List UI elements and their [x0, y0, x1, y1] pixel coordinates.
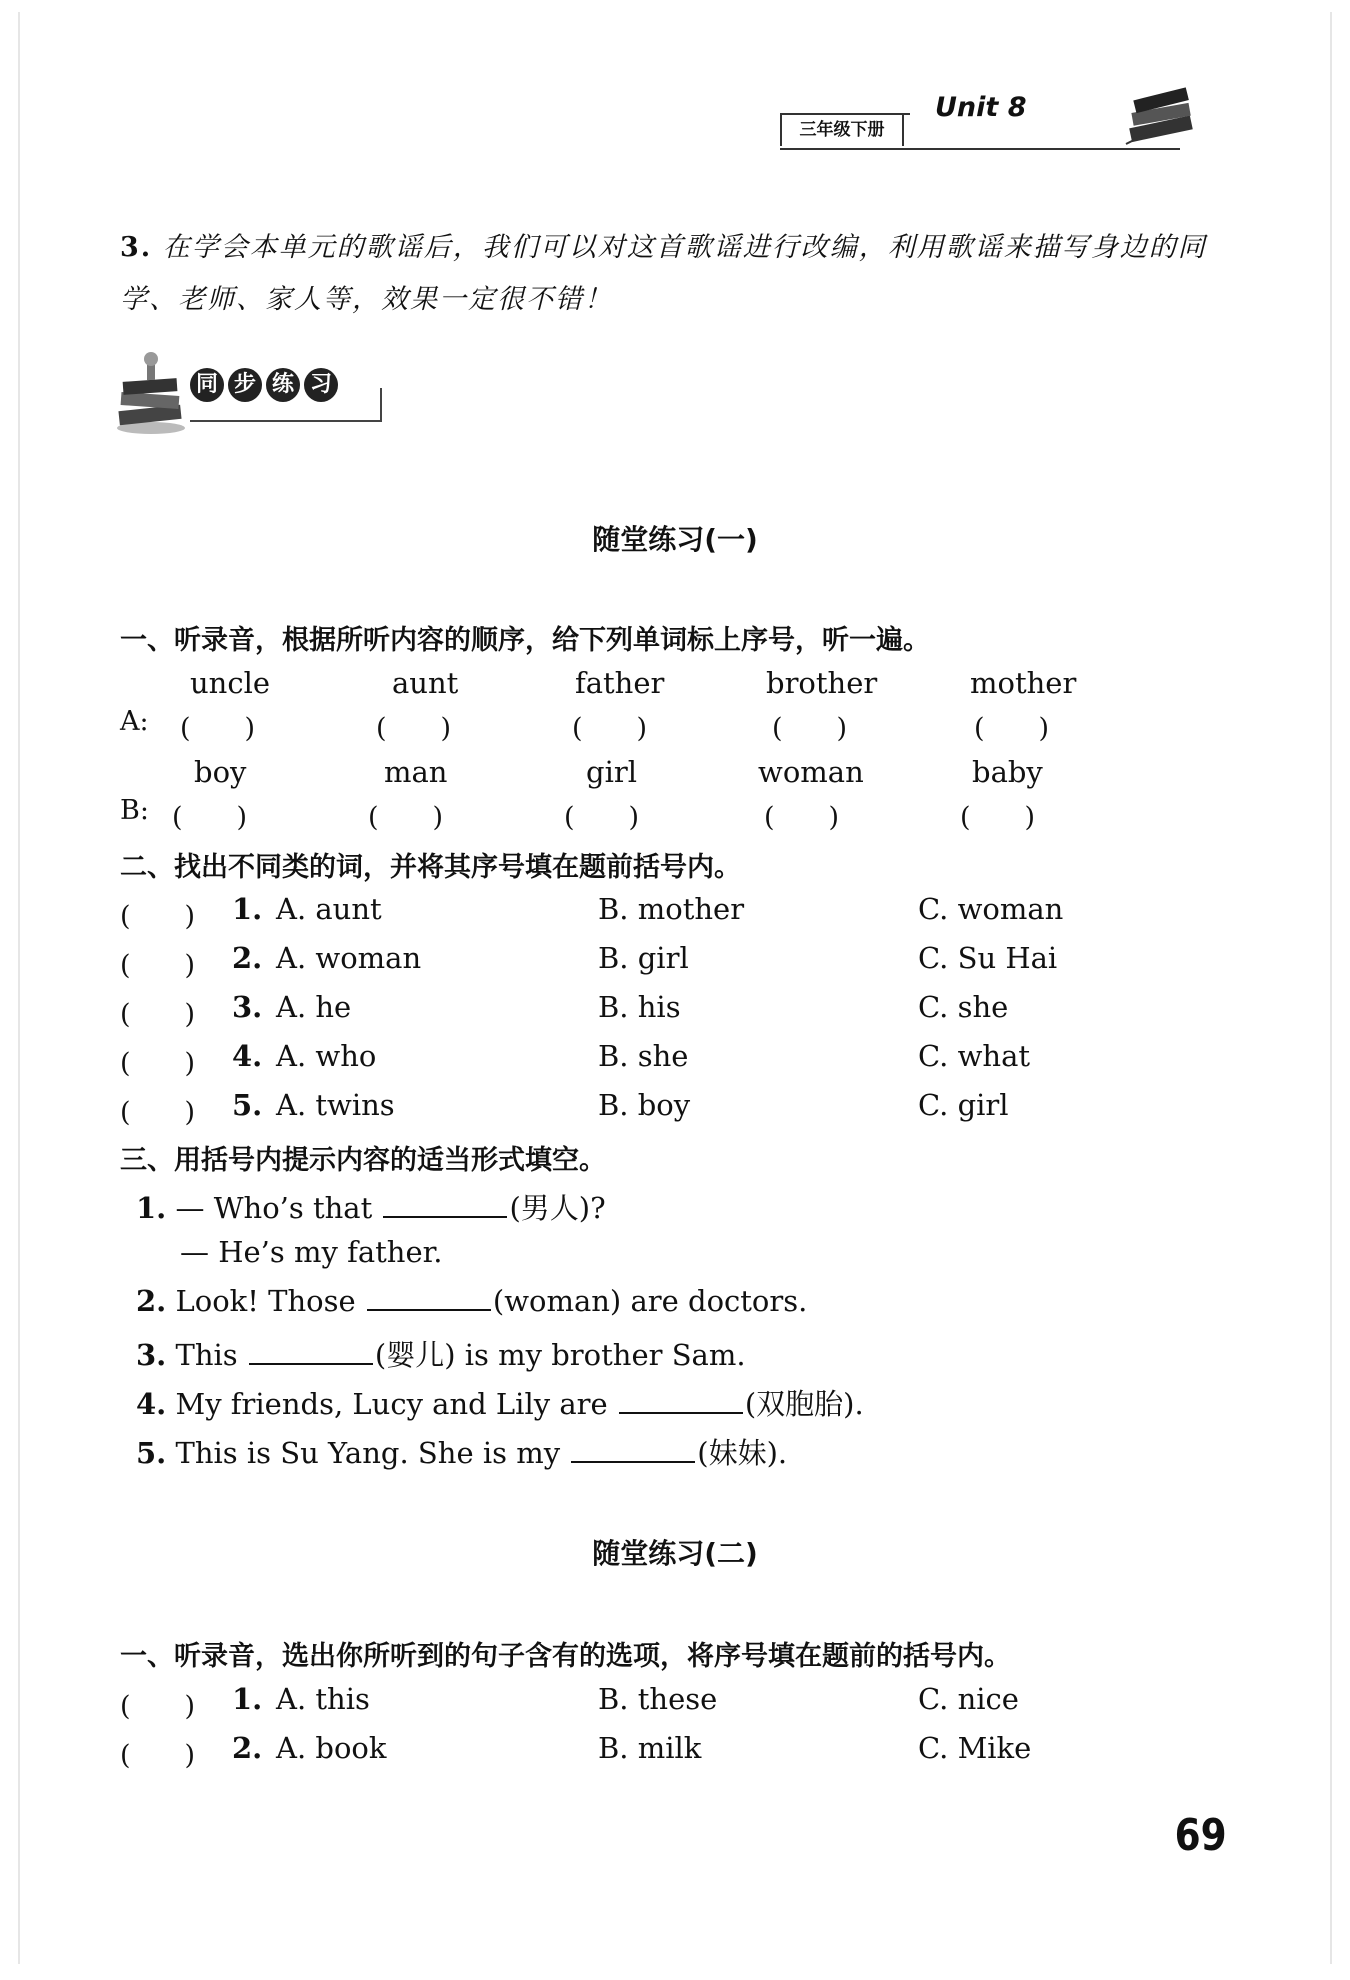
unit-title: Unit 8 [935, 92, 1027, 123]
practice1-title: 随堂练习(一) [592, 523, 758, 556]
word-item: boy [194, 755, 247, 789]
word-item: woman [758, 755, 864, 789]
banner-char: 步 [228, 368, 262, 402]
answer-blank[interactable]: ( ) [368, 802, 444, 833]
item-number: 4. [136, 1387, 167, 1421]
item-text-post: (妹妹). [697, 1436, 788, 1470]
option-b: B. his [598, 990, 681, 1024]
option-a: A. woman [276, 941, 422, 975]
item-text-pre: — He’s my father. [180, 1235, 443, 1269]
answer-blank[interactable]: ( ) [764, 802, 840, 833]
banner-underline [190, 420, 382, 422]
books-icon [1120, 82, 1200, 152]
item-number: 3. [136, 1338, 167, 1372]
practice1-part3-heading: 三、用括号内提示内容的适当形式填空。 [120, 1145, 606, 1176]
books-lamp-icon [113, 350, 193, 435]
word-item: mother [970, 666, 1077, 700]
fill-blank[interactable] [571, 1461, 695, 1463]
option-c: C. nice [918, 1682, 1019, 1716]
option-b: B. she [598, 1039, 689, 1073]
answer-blank[interactable]: ( ) [376, 713, 452, 744]
item-number: 3. [232, 990, 263, 1024]
answer-blank[interactable]: ( ) [120, 950, 196, 981]
list-item [180, 1235, 443, 1269]
answer-blank[interactable]: ( ) [120, 1740, 196, 1771]
item-text-pre: This [175, 1338, 238, 1372]
practice-banner-title [190, 368, 338, 402]
option-b: B. milk [598, 1731, 702, 1765]
fill-blank[interactable] [249, 1363, 373, 1365]
item-number: 5. [232, 1088, 263, 1122]
item-text-post: (双胞胎). [744, 1387, 864, 1421]
option-b: B. boy [598, 1088, 691, 1122]
practice2-part1-heading: 一、听录音，选出你所听到的句子含有的选项，将序号填在题前的括号内。 [120, 1641, 1011, 1672]
banner-sideline [380, 388, 382, 420]
practice1-part2-heading: 二、找出不同类的词，并将其序号填在题前括号内。 [120, 852, 741, 883]
intro-paragraph [120, 222, 1210, 326]
option-a: A. who [276, 1039, 377, 1073]
answer-blank[interactable]: ( ) [974, 713, 1050, 744]
answer-blank[interactable]: ( ) [120, 901, 196, 932]
option-c: C. Su Hai [918, 941, 1058, 975]
option-b: B. mother [598, 892, 745, 926]
fill-blank[interactable] [383, 1216, 507, 1218]
option-a: A. he [276, 990, 352, 1024]
item-text-post: (男人)? [509, 1191, 606, 1225]
option-b: B. these [598, 1682, 718, 1716]
word-item: man [384, 755, 448, 789]
page-number: 69 [1174, 1810, 1227, 1861]
option-a: A. this [276, 1682, 370, 1716]
row-label: A: [120, 706, 149, 737]
intro-number: 3. [120, 232, 153, 263]
practice2-title: 随堂练习(二) [592, 1537, 758, 1570]
answer-blank[interactable]: ( ) [120, 999, 196, 1030]
list-item [136, 1284, 807, 1318]
item-number: 2. [232, 1731, 263, 1765]
item-text-pre: Look! Those [175, 1284, 356, 1318]
option-c: C. what [918, 1039, 1031, 1073]
item-number: 1. [232, 1682, 263, 1716]
item-text-pre: — Who’s that [175, 1191, 373, 1225]
banner-char: 习 [304, 368, 338, 402]
answer-blank[interactable]: ( ) [572, 713, 648, 744]
intro-text: 在学会本单元的歌谣后，我们可以对这首歌谣进行改编，利用歌谣来描写身边的同学、老师、家人等，效果一定很不错！ [120, 232, 1207, 315]
option-c: C. she [918, 990, 1009, 1024]
item-number: 1. [136, 1191, 167, 1225]
list-item [136, 1431, 787, 1472]
answer-blank[interactable]: ( ) [960, 802, 1036, 833]
word-item: father [575, 666, 665, 700]
list-item [136, 1333, 746, 1374]
banner-char: 练 [266, 368, 300, 402]
answer-blank[interactable]: ( ) [120, 1691, 196, 1722]
banner-char: 同 [190, 368, 224, 402]
option-c: C. woman [918, 892, 1064, 926]
option-a: A. twins [276, 1088, 395, 1122]
option-a: A. aunt [276, 892, 382, 926]
word-item: baby [972, 755, 1043, 789]
item-text-pre: This is Su Yang. She is my [175, 1436, 561, 1470]
answer-blank[interactable]: ( ) [564, 802, 640, 833]
item-number: 1. [232, 892, 263, 926]
item-number: 2. [232, 941, 263, 975]
answer-blank[interactable]: ( ) [180, 713, 256, 744]
option-a: A. book [276, 1731, 387, 1765]
grade-label: 三年级下册 [780, 114, 904, 146]
fill-blank[interactable] [619, 1412, 743, 1414]
answer-blank[interactable]: ( ) [772, 713, 848, 744]
option-b: B. girl [598, 941, 689, 975]
practice1-part1-heading: 一、听录音，根据所听内容的顺序，给下列单词标上序号，听一遍。 [120, 625, 930, 656]
answer-blank[interactable]: ( ) [120, 1048, 196, 1079]
row-label: B: [120, 795, 149, 826]
item-text-post: (woman) are doctors. [492, 1284, 808, 1318]
answer-blank[interactable]: ( ) [120, 1097, 196, 1128]
list-item [136, 1186, 606, 1227]
option-c: C. Mike [918, 1731, 1032, 1765]
word-item: uncle [190, 666, 271, 700]
item-number: 2. [136, 1284, 167, 1318]
item-number: 4. [232, 1039, 263, 1073]
answer-blank[interactable]: ( ) [172, 802, 248, 833]
list-item [136, 1382, 864, 1423]
option-c: C. girl [918, 1088, 1009, 1122]
word-item: aunt [392, 666, 459, 700]
fill-blank[interactable] [367, 1309, 491, 1311]
item-text-post: (婴儿) is my brother Sam. [374, 1338, 746, 1372]
item-text-pre: My friends, Lucy and Lily are [175, 1387, 608, 1421]
word-item: brother [766, 666, 878, 700]
word-item: girl [586, 755, 637, 789]
item-number: 5. [136, 1436, 167, 1470]
